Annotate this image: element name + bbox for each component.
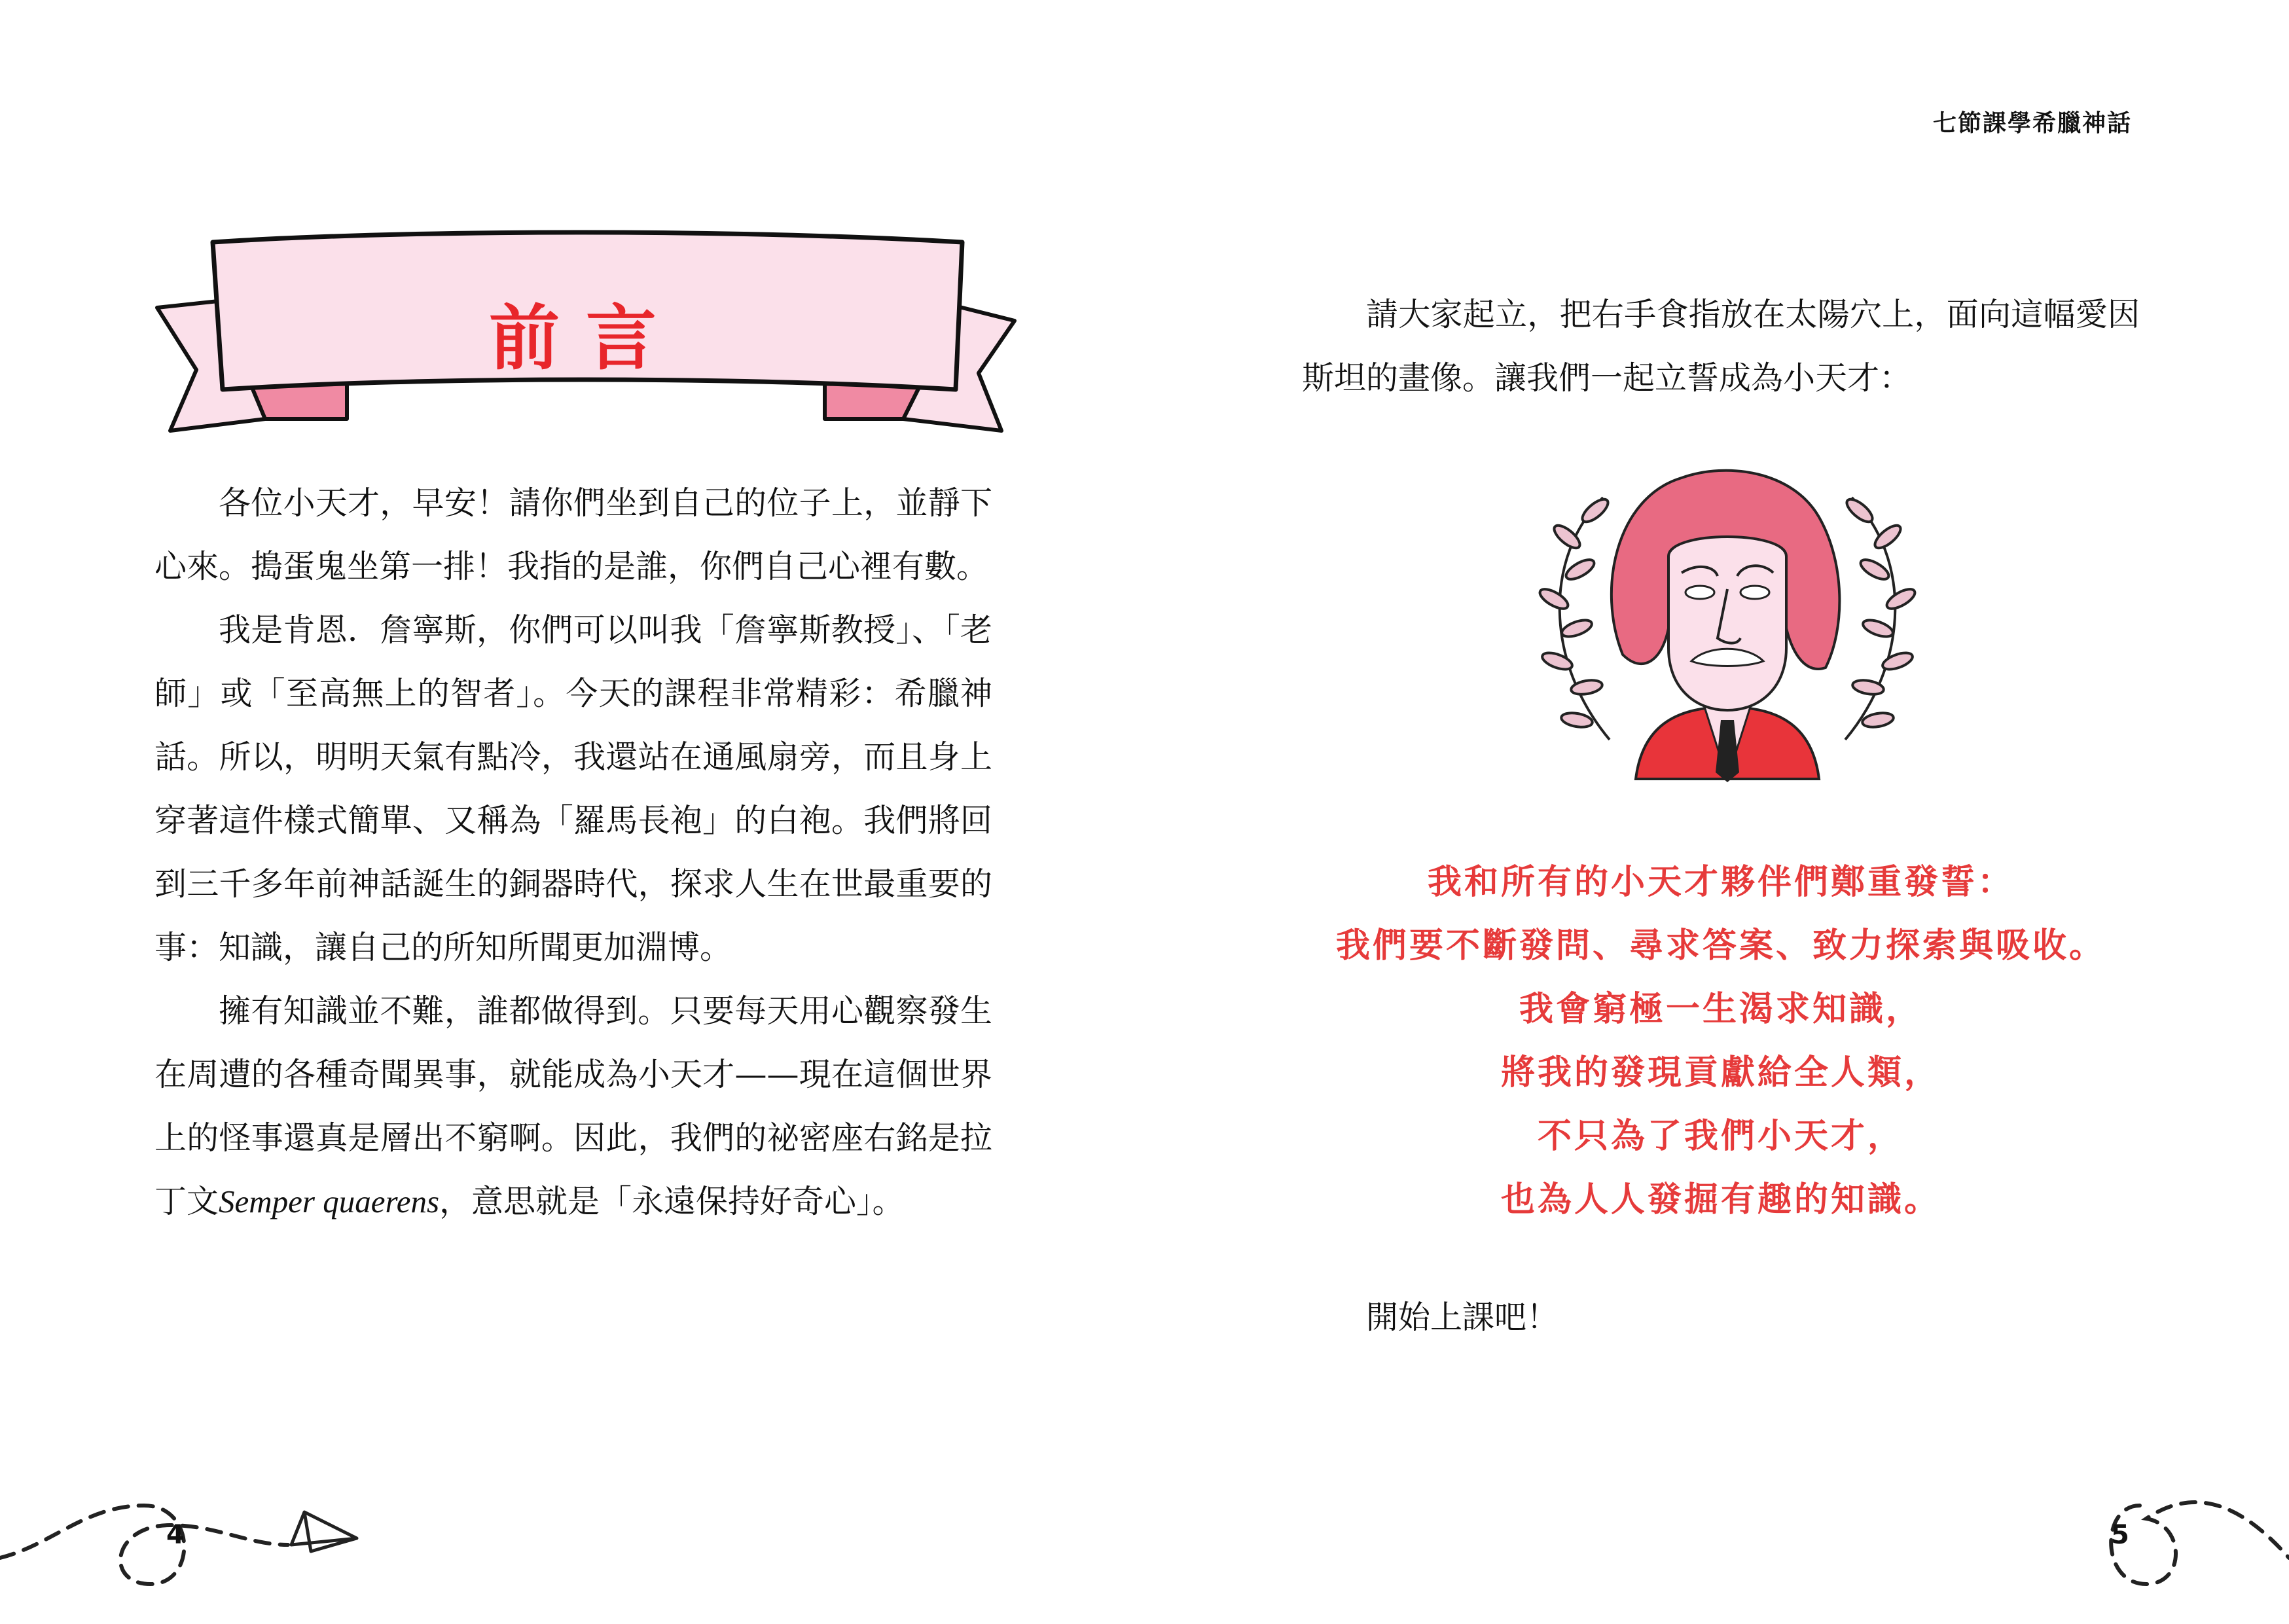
paragraph: 請大家起立，把右手食指放在太陽穴上，面向這幅愛因斯坦的畫像。讓我們一起立誓成為小天才： [1302, 296, 2140, 397]
paragraph: 各位小天才，早安！請你們坐到自己的位子上，並靜下心來。搗蛋鬼坐第一排！我指的是誰，你們自己心裡有數。 [154, 484, 992, 585]
dashed-flight-path [0, 1466, 406, 1597]
laurel-wreath [1537, 496, 1612, 740]
section-title: 前言 [488, 298, 683, 380]
pledge-intro [1302, 283, 2140, 410]
oath-line: 將我的發現貢獻給全人類， [1500, 1053, 1941, 1092]
foreword-body [154, 471, 992, 1233]
paragraph [154, 979, 992, 1233]
left-page [0, 0, 1144, 1624]
paragraph: 我是肯恩．詹寧斯，你們可以叫我「詹寧斯教授」、「老師」或「至高無上的智者」。今天的課程非常精彩：希臘神話。所以，明明天氣有點冷，我還站在通風扇旁，而且身上穿著這件樣式簡單、又稱為「羅馬長袍」的白袍。我們將回到三千多年前神話誕生的銅器時代，探求人生在世最重要的事：知識，讓自己的所知所聞更加淵博。 [154, 611, 992, 966]
paragraph: 開始上課吧！ [1366, 1299, 1559, 1336]
closing-line [1302, 1286, 2140, 1349]
oath-line: 我和所有的小天才夥伴們鄭重發誓： [1427, 863, 2014, 902]
running-head: 七節課學希臘神話 [1932, 110, 2132, 137]
oath-line: 也為人人發掘有趣的知識。 [1500, 1180, 1941, 1219]
paragraph-text: 擁有知識並不難，誰都做得到。只要每天用心觀察發生在周遭的各種奇聞異事，就能成為小天才——現在這個世界上的怪事還真是層出不窮啊。因此，我們的祕密座右銘是拉丁文 [154, 992, 992, 1220]
einstein-portrait [1518, 458, 1937, 785]
paragraph-text: ，意思就是「永遠保持好奇心」。 [439, 1183, 905, 1220]
pledge-oath [1302, 851, 2140, 1232]
page-number: 4 [166, 1520, 185, 1550]
right-page [1145, 0, 2289, 1624]
oath-line: 我們要不斷發問、尋求答案、致力探索與吸收。 [1335, 926, 2106, 965]
page-number: 5 [2111, 1520, 2129, 1550]
latin-motto: Semper quaerens [219, 1183, 440, 1219]
oath-line: 我會窮極一生渴求知識， [1519, 990, 1922, 1029]
paper-airplane-icon [291, 1512, 357, 1551]
oath-line: 不只為了我們小天才， [1537, 1117, 1904, 1156]
